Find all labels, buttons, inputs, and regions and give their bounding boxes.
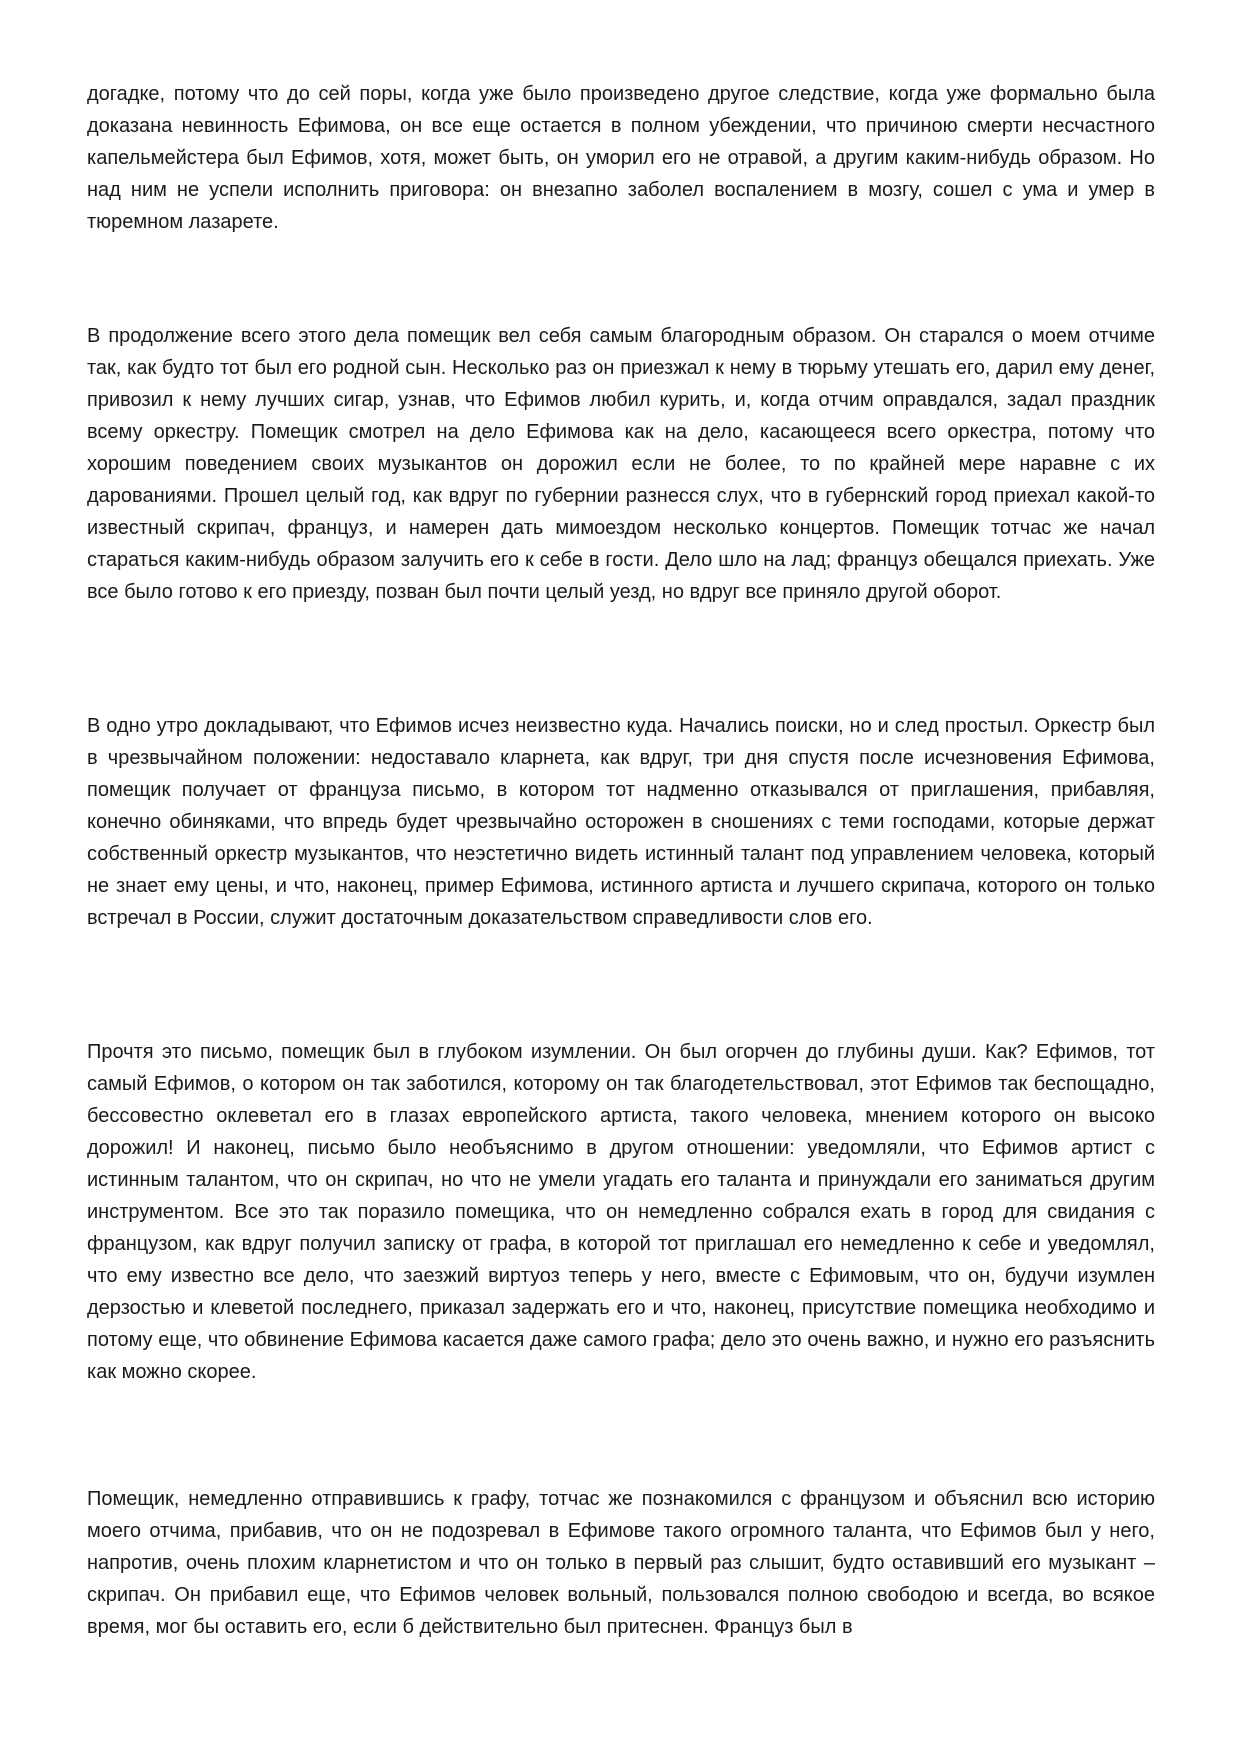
paragraph-4: Прочтя это письмо, помещик был в глубоком изумлении. Он был огорчен до глубины души. Как? Ефимов, тот самый Ефимов, о котором он так заботился, которому он так благодетельствовал, этот Ефимов так беспощадно, бессовестно оклеветал его в глазах европейского артиста, такого человека, мнением которого он высоко дорожил! И наконец, письмо было необъяснимо в другом отношении: уведомляли, что Ефимов артист с истинным талантом, что он скрипач, но что не умели угадать его таланта и принуждали его заниматься другим инструментом. Все это так поразило помещика, что он немедленно собрался ехать в город для свидания с французом, как вдруг получил записку от графа, в которой тот приглашал его немедленно к себе и уведомлял, что ему известно все дело, что заезжий виртуоз теперь у него, вместе с Ефимовым, что он, будучи изумлен дерзостью и клеветой последнего, приказал задержать его и что, наконец, присутствие помещика необходимо и потому еще, что обвинение Ефимова касается даже самого графа; дело это очень важно, и нужно его разъяснить как можно скорее.: [87, 1041, 1155, 1383]
paragraph-2: В продолжение всего этого дела помещик вел себя самым благородным образом. Он старался о моем отчиме так, как будто тот был его родной сын. Несколько раз он приезжал к нему в тюрьму утешать его, дарил ему денег, привозил к нему лучших сигар, узнав, что Ефимов любил курить, и, когда отчим оправдался, задал праздник всему оркестру. Помещик смотрел на дело Ефимова как на дело, касающееся всего оркестра, потому что хорошим поведением своих музыкантов он дорожил если не более, то по крайней мере наравне с их дарованиями. Прошел целый год, как вдруг по губернии разнесся слух, что в губернский город приехал какой-то известный скрипач, француз, и намерен дать мимоездом несколько концертов. Помещик тотчас же начал стараться каким-нибудь образом залучить его к себе в гости. Дело шло на лад; француз обещался приехать. Уже все было готово к его приезду, позван был почти целый уезд, но вдруг все приняло другой оборот.: [87, 325, 1155, 603]
paragraph-3: В одно утро докладывают, что Ефимов исчез неизвестно куда. Начались поиски, но и след простыл. Оркестр был в чрезвычайном положении: недоставало кларнета, как вдруг, три дня спустя после исчезновения Ефимова, помещик получает от француза письмо, в котором тот надменно отказывался от приглашения, прибавляя, конечно обиняками, что впредь будет чрезвычайно осторожен в сношениях с теми господами, которые держат собственный оркестр музыкантов, что неэстетично видеть истинный талант под управлением человека, который не знает ему цены, и что, наконец, пример Ефимова, истинного артиста и лучшего скрипача, которого он только встречал в России, служит достаточным доказательством справедливости слов его.: [87, 715, 1155, 929]
paragraph-1: догадке, потому что до сей поры, когда уже было произведено другое следствие, когда уже формально была доказана невинность Ефимова, он все еще остается в полном убеждении, что причиною смерти несчастного капельмейстера был Ефимов, хотя, может быть, он уморил его не отравой, а другим каким-нибудь образом. Но над ним не успели исполнить приговора: он внезапно заболел воспалением в мозгу, сошел с ума и умер в тюремном лазарете.: [87, 83, 1155, 233]
paragraph-5: Помещик, немедленно отправившись к графу, тотчас же познакомился с французом и объяснил всю историю моего отчима, прибавив, что он не подозревал в Ефимове такого огромного таланта, что Ефимов был у него, напротив, очень плохим кларнетистом и что он только в первый раз слышит, будто оставивший его музыкант – скрипач. Он прибавил еще, что Ефимов человек вольный, пользовался полною свободою и всегда, во всякое время, мог бы оставить его, если б действительно был притеснен. Француз был в: [87, 1488, 1155, 1638]
